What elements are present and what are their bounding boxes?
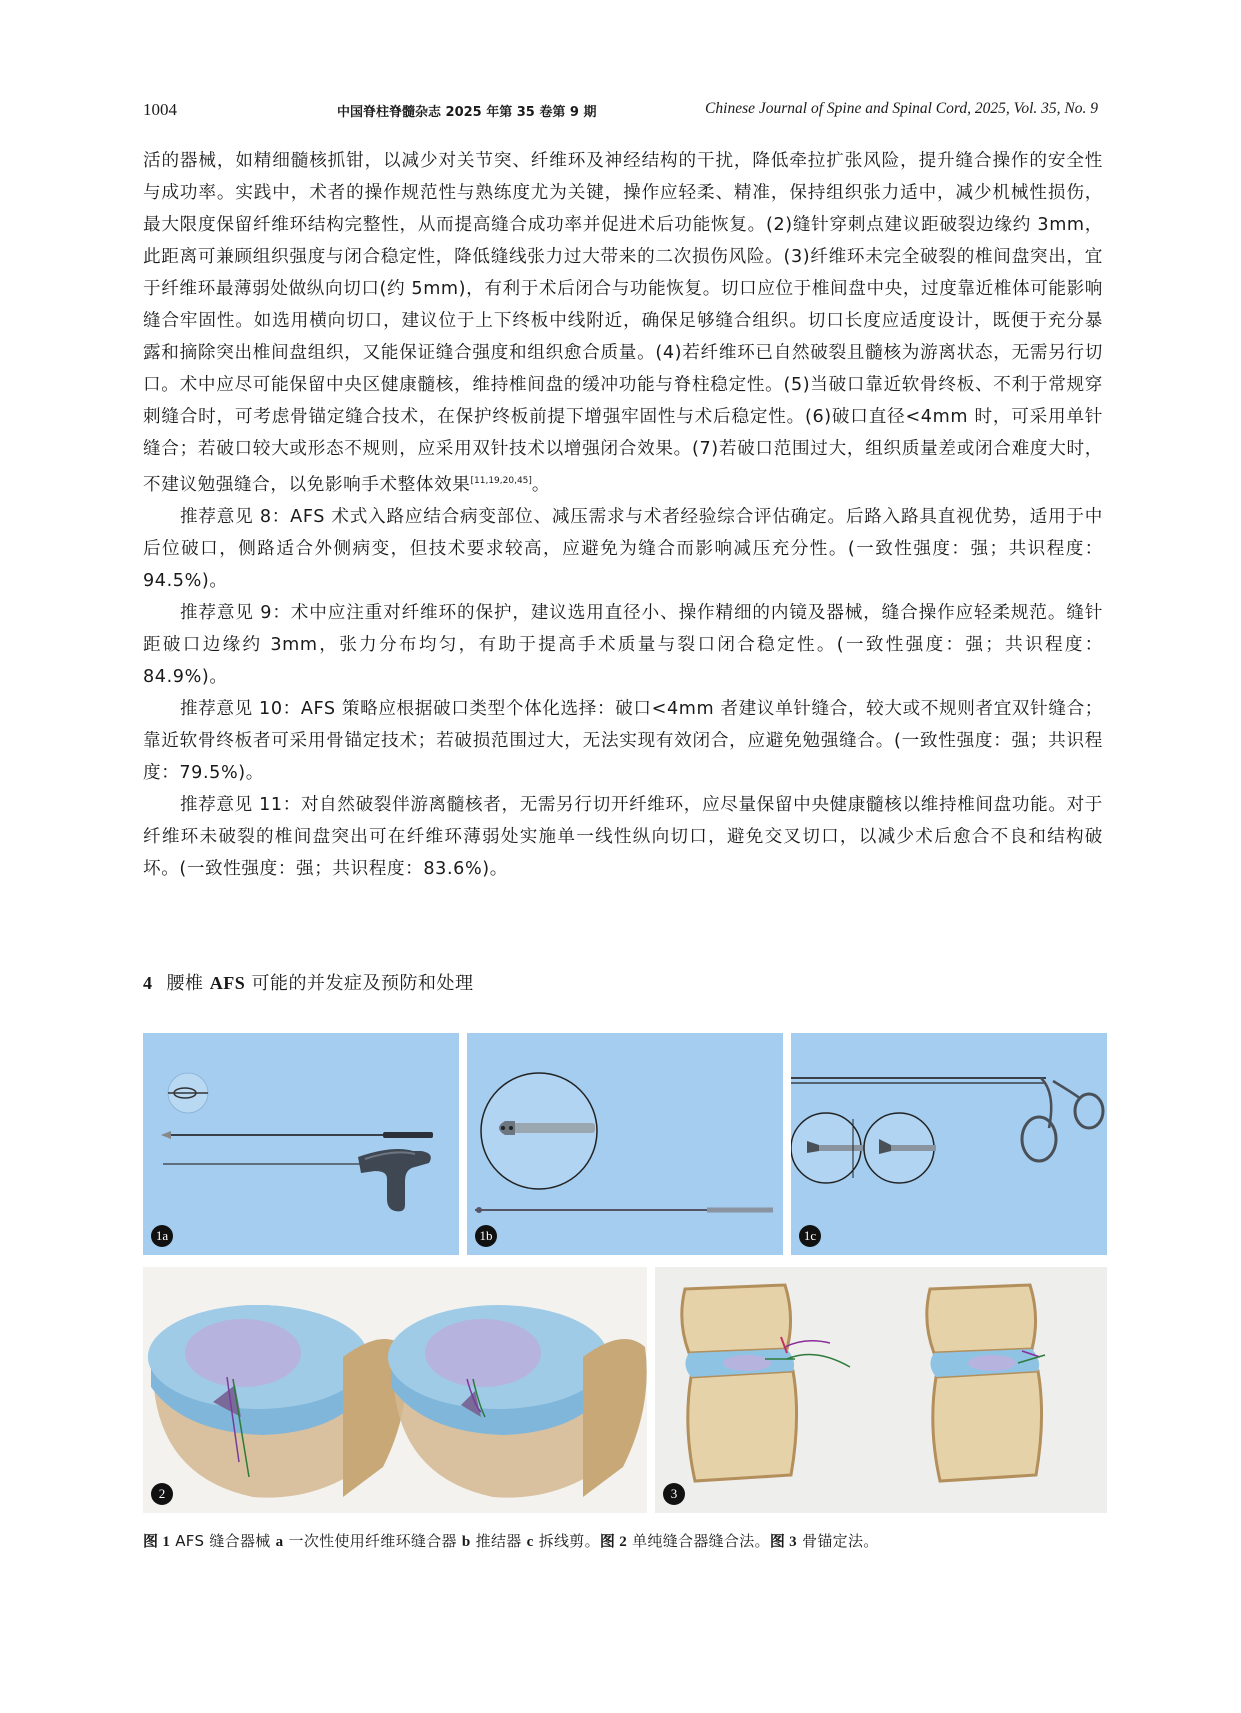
section-number: 4 xyxy=(143,973,153,993)
caption-a-label: a xyxy=(275,1534,284,1550)
simple-suture-illustration xyxy=(143,1267,647,1513)
section-title-bold: AFS xyxy=(209,973,246,993)
caption-b-text: 推结器 xyxy=(475,1532,522,1550)
section-heading xyxy=(143,969,473,995)
citation-ref: [11,19,20,45] xyxy=(470,476,532,486)
figure-1a-suture-device xyxy=(143,1033,459,1255)
figure-3-bone-anchor xyxy=(655,1267,1107,1513)
journal-title-en: Chinese Journal of Spine and Spinal Cord, 2025, Vol. 35, No. 9 xyxy=(705,100,1098,117)
panel-label-1a: 1a xyxy=(151,1225,173,1247)
suture-device-illustration xyxy=(143,1033,459,1255)
caption-fig2-text: 单纯缝合器缝合法。 xyxy=(632,1532,770,1550)
disc-right xyxy=(388,1305,647,1498)
spine-segment-right xyxy=(927,1285,1045,1481)
body-text xyxy=(143,145,1103,885)
bone-anchor-illustration xyxy=(655,1267,1107,1513)
caption-fig3-text: 骨锚定法。 xyxy=(802,1532,879,1550)
caption-a-text: 一次性使用纤维环缝合器 xyxy=(288,1532,457,1550)
journal-title-cn: 中国脊柱脊髓杂志 2025 年第 35 卷第 9 期 xyxy=(337,105,597,120)
caption-fig2-label: 图 2 xyxy=(599,1534,628,1550)
spine-segment-left xyxy=(682,1285,850,1481)
caption-fig1-text: AFS 缝合器械 xyxy=(175,1532,271,1550)
recommendation-8: 推荐意见 8：AFS 术式入路应结合病变部位、减压需求与术者经验综合评估确定。后路入路具直视优势，适用于中后位破口，侧路适合外侧病变，但技术要求较高，应避免为缝合而影响减压充分性。(一致性强度：强；共识程度：94.5%)。 xyxy=(143,506,1103,591)
paragraph-continued xyxy=(143,145,1103,501)
recommendation-11: 推荐意见 11：对自然破裂伴游离髓核者，无需另行切开纤维环，应尽量保留中央健康髓核以维持椎间盘功能。对于纤维环未破裂的椎间盘突出可在纤维环薄弱处实施单一线性纵向切口，避免交叉切口，以减少术后愈合不良和结构破坏。(一致性强度：强；共识程度：83.6%)。 xyxy=(143,794,1103,879)
section-title-pre: 腰椎 xyxy=(166,973,210,994)
caption-c-text: 拆线剪。 xyxy=(538,1532,600,1550)
caption-c-label: c xyxy=(526,1534,534,1550)
page-number: 1004 xyxy=(143,100,177,119)
recommendation-9: 推荐意见 9：术中应注重对纤维环的保护，建议选用直径小、操作精细的内镜及器械，缝合操作应轻柔规范。缝针距破口边缘约 3mm，张力分布均匀，有助于提高手术质量与裂口闭合稳定性。(一致性强度：强；共识程度：84.9%)。 xyxy=(143,602,1103,687)
panel-label-1b: 1b xyxy=(475,1225,497,1247)
recommendation-10: 推荐意见 10：AFS 策略应根据破口类型个体化选择：破口<4mm 者建议单针缝合，较大或不规则者宜双针缝合；靠近软骨终板者可采用骨锚定技术；若破损范围过大，无法实现有效闭合，应避免勉强缝合。(一致性强度：强；共识程度：79.5%)。 xyxy=(143,698,1103,783)
panel-label-1c: 1c xyxy=(799,1225,821,1247)
caption-fig1-label: 图 1 xyxy=(143,1534,171,1550)
caption-fig3-label: 图 3 xyxy=(769,1534,797,1550)
knot-pusher-illustration xyxy=(467,1033,783,1255)
figure-caption xyxy=(143,1530,1103,1551)
figure-1b-knot-pusher xyxy=(467,1033,783,1255)
suture-cutter-illustration xyxy=(791,1033,1107,1255)
caption-b-label: b xyxy=(461,1534,471,1550)
figure-2-simple-suture xyxy=(143,1267,647,1513)
panel-label-2: 2 xyxy=(151,1483,173,1505)
disc-left xyxy=(148,1305,407,1498)
figure-1c-suture-cutter xyxy=(791,1033,1107,1255)
paragraph-tail: 。 xyxy=(531,474,551,495)
panel-label-3: 3 xyxy=(663,1483,685,1505)
paragraph-text: 活的器械，如精细髓核抓钳，以减少对关节突、纤维环及神经结构的干扰，降低牵拉扩张风险，提升缝合操作的安全性与成功率。实践中，术者的操作规范性与熟练度尤为关键，操作应轻柔、精准，保持组织张力适中，减少机械性损伤，最大限度保留纤维环结构完整性，从而提高缝合成功率并促进术后功能恢复。(2)缝针穿刺点建议距破裂边缘约 3mm，此距离可兼顾组织强度与闭合稳定性，降低缝线张力过大带来的二次损伤风险。(3)纤维环未完全破裂的椎间盘突出，宜于纤维环最薄弱处做纵向切口(约 5mm)，有利于术后闭合与功能恢复。切口应位于椎间盘中央，过度靠近椎体可能影响缝合牢固性。如选用横向切口，建议位于上下终板中线附近，确保足够缝合组织。切口长度应适度设计，既便于充分暴露和摘除突出椎间盘组织，又能保证缝合强度和组织愈合质量。(4)若纤维环已自然破裂且髓核为游离状态，无需另行切口。术中应尽可能保留中央区健康髓核，维持椎间盘的缓冲功能与脊柱稳定性。(5)当破口靠近软骨终板、不利于常规穿刺缝合时，可考虑骨锚定缝合技术，在保护终板前提下增强牢固性与术后稳定性。(6)破口直径<4mm 时，可采用单针缝合；若破口较大或形态不规则，应采用双针技术以增强闭合效果。(7)若破口范围过大，组织质量差或闭合难度大时，不建议勉强缝合，以免影响手术整体效果 xyxy=(143,151,1103,495)
section-title-post: 可能的并发症及预防和处理 xyxy=(245,973,474,994)
running-header xyxy=(143,100,1098,124)
